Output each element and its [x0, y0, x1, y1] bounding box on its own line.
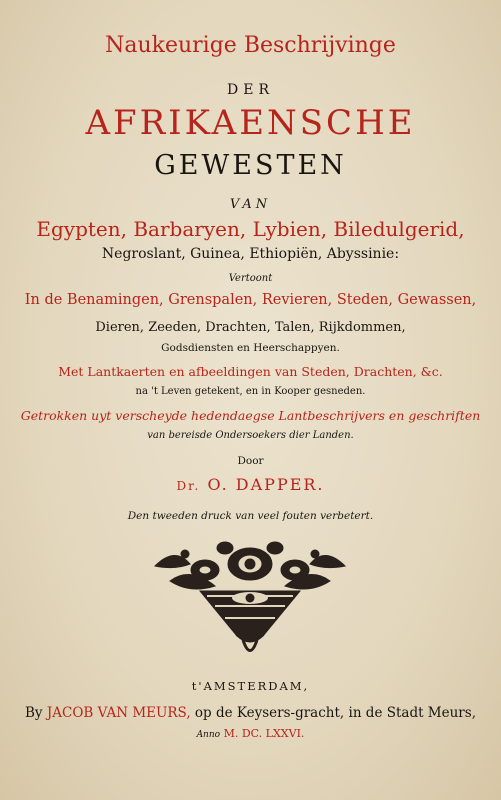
regions-line-1: Egypten, Barbaryen, Lybien, Biledulgerid, [36, 217, 465, 241]
author-prefix: Dr. [176, 479, 201, 493]
publisher-line [0, 705, 501, 721]
van-line: VAN [229, 197, 272, 212]
vertoont-line: Vertoont [228, 273, 273, 284]
description-line-5: na 't Leven getekent, en in Kooper gesneden. [135, 386, 366, 397]
floral-basket-ornament-icon [145, 536, 355, 656]
publisher-by: By [25, 705, 43, 721]
title-line-3: AFRIKAENSCHE [85, 103, 416, 143]
publisher-address: op de Keysers-gracht, in de Stadt Meurs, [194, 705, 476, 721]
description-line-3: Godsdiensten en Heerschappyen. [161, 342, 340, 354]
title-line-4: GEWESTEN [154, 150, 347, 181]
regions-line-2: Negroslant, Guinea, Ethiopiën, Abyssinie: [101, 246, 400, 262]
year-line [0, 727, 501, 740]
author-line [0, 475, 501, 494]
author-name: O. DAPPER. [207, 475, 325, 494]
title-line-2: DER [227, 82, 274, 98]
title-line-1: Naukeurige Beschrijvinge [105, 33, 396, 58]
description-line-6: Getrokken uyt verscheyde hedendaegse Lantbeschrijvers en geschriften [20, 408, 481, 423]
city-line: t'AMSTERDAM, [191, 679, 310, 693]
publisher-name: JACOB VAN MEURS, [46, 705, 191, 721]
anno-label: Anno [196, 730, 221, 740]
description-line-7: van bereisde Ondersoekers dier Landen. [147, 430, 354, 441]
edition-note: Den tweeden druck van veel fouten verbetert. [127, 510, 374, 522]
description-line-1: In de Benamingen, Grenspalen, Revieren, Steden, Gewassen, [24, 292, 477, 308]
year: M. DC. LXXVI. [223, 727, 305, 740]
description-line-4: Met Lantkaerten en afbeeldingen van Steden, Drachten, &c. [58, 364, 443, 379]
door-line: Door [237, 455, 264, 467]
description-line-2: Dieren, Zeeden, Drachten, Talen, Rijkdommen, [95, 320, 406, 335]
